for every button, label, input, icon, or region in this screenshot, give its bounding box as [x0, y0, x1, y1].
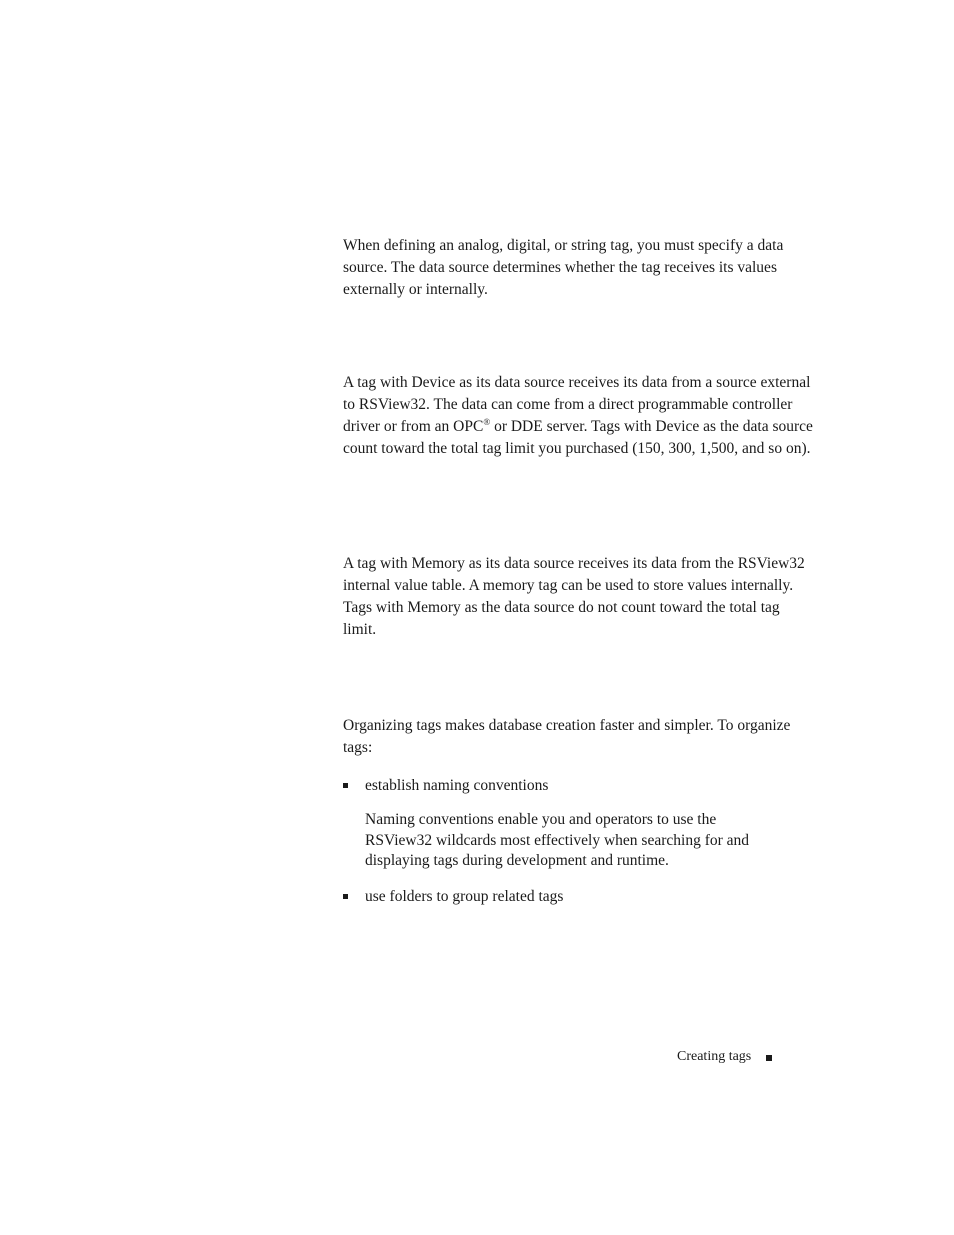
organize-paragraph: Organizing tags makes database creation faster and simpler. To organize tags: [343, 717, 791, 756]
square-footer-icon [766, 1055, 772, 1061]
device-text-start: A tag with Device as its data source receives its data from a source external to RSView32. The data can come from a direct programmable controller driver or from an OPC [343, 374, 811, 435]
memory-paragraph: A tag with Memory as its data source receives its data from the RSView32 internal value table. A memory tag can be used to store values internally. Tags with Memory as the data source do not count toward the total tag limit. [343, 555, 805, 638]
bullet-label: establish naming conventions [365, 777, 549, 794]
intro-paragraph: When defining an analog, digital, or string tag, you must specify a data source. The data source determines whether the tag receives its values externally or internally. [343, 237, 784, 298]
square-bullet-icon [343, 783, 348, 788]
square-bullet-icon [343, 894, 348, 899]
device-text-end: or DDE server. Tags with Device as the data source count toward the total tag limit you purchased (150, 300, 1,500, and so on). [343, 418, 813, 457]
bullet-detail: Naming conventions enable you and operators to use the RSView32 wildcards most effectively when searching for and displaying tags during development and runtime. [365, 811, 750, 869]
page-footer: Creating tags [677, 1049, 752, 1064]
bullet-label: use folders to group related tags [365, 888, 564, 905]
device-paragraph [343, 372, 813, 460]
registered-mark: ® [483, 416, 491, 427]
